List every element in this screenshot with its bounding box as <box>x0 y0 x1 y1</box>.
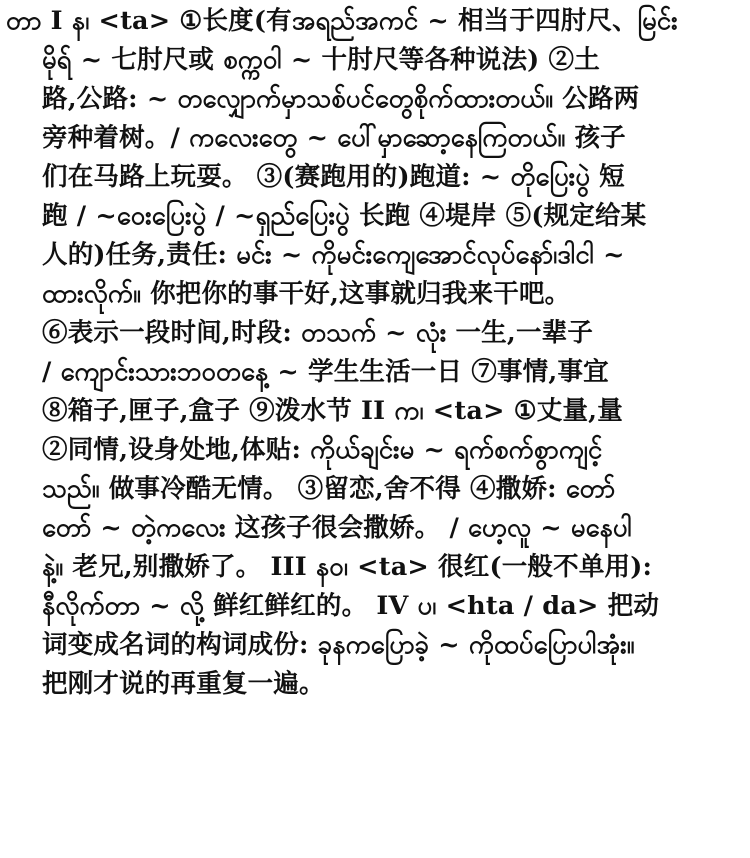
entry-line-12: ②同情,设身处地,体贴: ကိုယ်ချင်းမ ~ ရက်စက်စွာကျင့် <box>42 435 603 465</box>
entry-line-5: 们在马路上玩耍。 ③(赛跑用的)跑道: ~ တိုပြေးပွဲ 短 <box>42 162 625 192</box>
entry-line-10: / ကျောင်းသားဘဝတနေ့ ~ 学生生活一日 ⑦事情,事宜 <box>42 357 609 387</box>
entry-line-2: မိုရ် ~ 七肘尺或 စက္ကဝါ ~ 十肘尺等各种说法) ②土 <box>42 45 600 75</box>
entry-line-15: နဲ့။ 老兄,别撒娇了。 III နဝ၊ <ta> 很红(一般不单用): <box>42 552 653 582</box>
entry-line-11: ⑧箱子,匣子,盒子 ⑨泼水节 II က၊ <ta> ①丈量,量 <box>42 396 623 426</box>
entry-line-1: တာ I န၊ <ta> ①长度(有အရည်အကင် ~ 相当于四肘尺、မြင်း <box>6 6 678 36</box>
entry-line-7: 人的)任务,责任: မင်း ~ ကိုမင်းကျေအောင်လုပ်နော်၊ဒါငါ ~ <box>42 240 625 270</box>
entry-line-4: 旁种着树。/ ကလေးတွေ ~ ပေါ်မှာဆော့နေကြတယ်။ 孩子 <box>42 123 626 153</box>
entry-line-8: ထားလိုက်။ 你把你的事干好,这事就归我来干吧。 <box>42 279 571 309</box>
entry-line-3: 路,公路: ~ တလျှောက်မှာသစ်ပင်တွေစိုက်ထားတယ်။ 公路两 <box>42 84 640 114</box>
entry-line-14: တော် ~ တဲ့ကလေး 这孩子很会撒娇。 / ဟေ့လူ ~ မနေပါ <box>42 513 633 543</box>
entry-line-17: 词变成名词的构词成份: ခုနကပြောခဲ့ ~ ကိုထပ်ပြောပါအုံး။ <box>42 630 635 660</box>
entry-line-6: 跑 / ~ဝေးပြေးပွဲ / ~ရှည်ပြေးပွဲ 长跑 ④堤岸 ⑤(规定给某 <box>42 201 647 231</box>
entry-line-9: ⑥表示一段时间,时段: တသက် ~ လုံး 一生,一辈子 <box>42 318 594 348</box>
entry-line-16: နီလိုက်တာ ~ လို့ 鲜红鲜红的。 IV ပ၊ <hta / da> 把动 <box>42 591 660 621</box>
entry-line-13: သည်။ 做事冷酷无情。 ③留恋,舍不得 ④撒娇: တော် <box>42 474 616 504</box>
entry-line-18: 把刚才说的再重复一遍。 <box>42 669 325 699</box>
